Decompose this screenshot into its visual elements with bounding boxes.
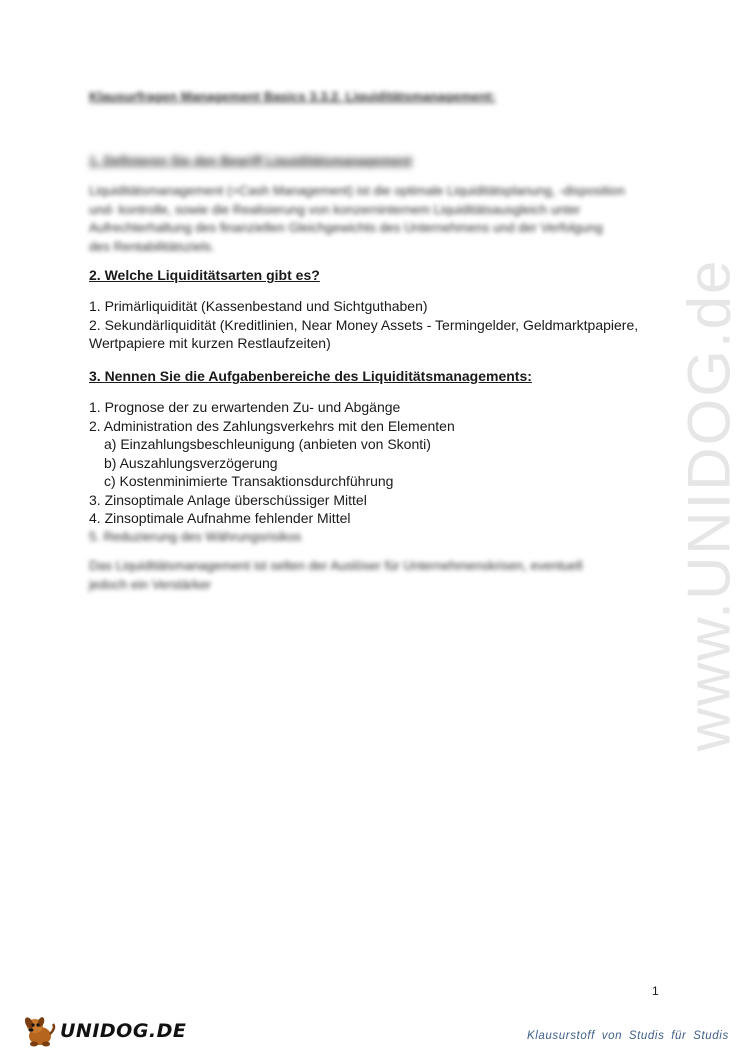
- dog-mascot-icon: [22, 1014, 58, 1048]
- section-3-list: [89, 398, 649, 546]
- section-1-line: und- kontrolle, sowie die Realisierung von konzerninternem Liquiditätsausgleich unter: [89, 201, 581, 217]
- closing-paragraph: [89, 557, 649, 594]
- section-2: [89, 267, 649, 353]
- list-item: 1. Primärliquidität (Kassenbestand und Sichtguthaben): [89, 298, 428, 314]
- section-3-heading: 3. Nennen Sie die Aufgabenbereiche des Liquiditätsmanagements:: [89, 368, 532, 384]
- list-item: a) Einzahlungsbeschleunigung (anbieten von Skonti): [104, 436, 431, 452]
- section-1-line: des Rentabilitätsziels.: [89, 238, 215, 254]
- section-1: [89, 153, 649, 256]
- logo-text: UNIDOG.DE: [60, 1020, 187, 1042]
- list-item: 2. Administration des Zahlungsverkehrs mit den Elementen: [89, 417, 455, 434]
- section-2-list: [89, 297, 649, 353]
- list-item: 2. Sekundärliquidität (Kreditlinien, Near Money Assets - Termingelder, Geldmarktpapiere,: [89, 316, 639, 333]
- list-item: Wertpapiere mit kurzen Restlaufzeiten): [89, 335, 331, 351]
- section-1-line: Aufrechterhaltung des finanziellen Gleichgewichts des Unternehmens und der Verfolgung: [89, 220, 603, 235]
- list-item: b) Auszahlungsverzögerung: [104, 454, 278, 471]
- page-number: 1: [652, 984, 659, 998]
- list-item: 4. Zinsoptimale Aufnahme fehlender Mittel: [89, 510, 351, 526]
- document-title: Klausurfragen Management Basics 3.3.2. Liquiditätsmanagement:: [89, 89, 496, 104]
- closing-line: jedoch ein Verstärker: [89, 576, 212, 592]
- section-2-heading: 2. Welche Liquiditätsarten gibt es?: [89, 267, 320, 283]
- list-item: c) Kostenminimierte Transaktionsdurchführung: [104, 473, 394, 489]
- list-item: 3. Zinsoptimale Anlage überschüssiger Mittel: [89, 491, 367, 508]
- closing-line: Das Liquiditätsmanagement ist selten der Auslöser für Unternehmenskrisen, eventuell: [89, 558, 583, 573]
- footer-tagline: Klausurstoff von Studis für Studis: [527, 1030, 729, 1042]
- watermark: www.UNIDOG.de: [675, 258, 743, 752]
- list-item: 5. Reduzierung des Währungsrisikos: [89, 528, 302, 544]
- section-1-body: [89, 182, 649, 256]
- section-3: [89, 368, 649, 546]
- unidog-logo[interactable]: [22, 1014, 186, 1048]
- list-item: 1. Prognose der zu erwartenden Zu- und Abgänge: [89, 399, 401, 415]
- section-1-heading: 1. Definieren Sie den Begriff Liquiditätsmanagement: [89, 153, 412, 168]
- section-1-line: Liquiditätsmanagement (=Cash Management) ist die optimale Liquiditätsplanung, -disposition: [89, 183, 625, 198]
